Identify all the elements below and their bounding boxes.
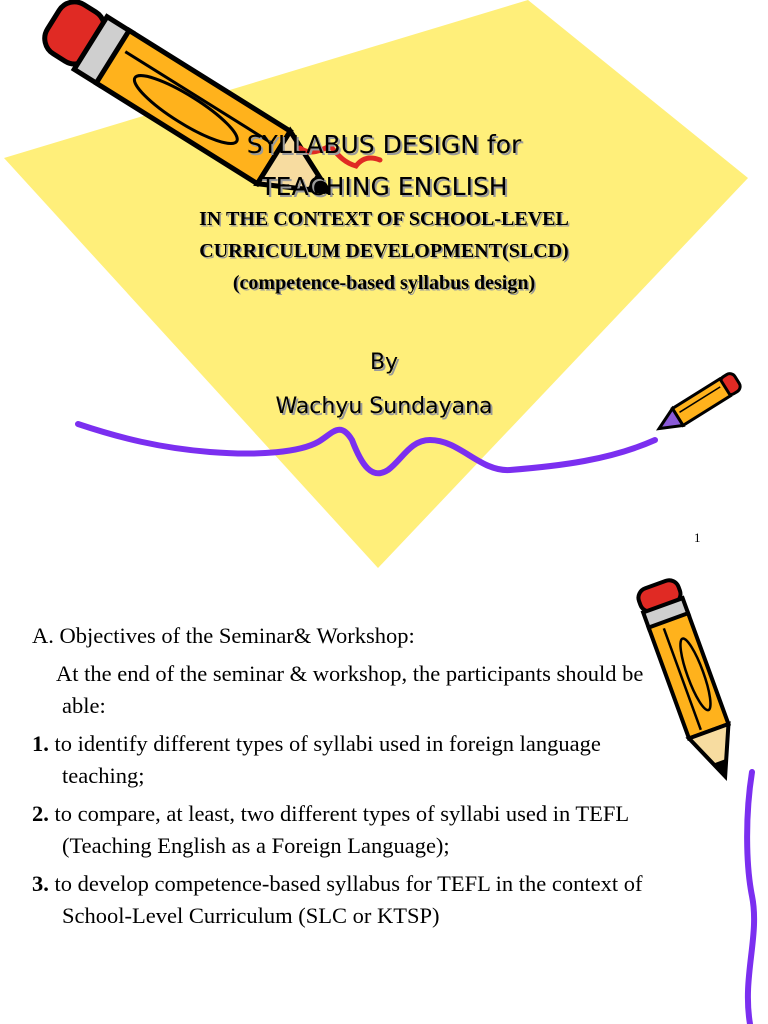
page-number: 1 bbox=[694, 530, 701, 545]
subtitle-line-3: (competence-based syllabus design) bbox=[232, 272, 536, 294]
subtitle-line-2: CURRICULUM DEVELOPMENT(SLCD) bbox=[199, 240, 569, 262]
vertical-pencil-icon bbox=[636, 577, 745, 783]
title-line-1: SYLLABUS DESIGN for bbox=[246, 130, 522, 159]
objective-item: 2. to compare, at least, two different types of syllabi used in TEFL (Teaching English as a Foreign Language); bbox=[32, 801, 629, 858]
objectives-intro: At the end of the seminar & workshop, the participants should be able: bbox=[56, 661, 644, 718]
author-name: Wachyu Sundayana bbox=[275, 394, 493, 419]
objectives-slide bbox=[0, 576, 768, 1024]
objectives-heading: A. Objectives of the Seminar& Workshop: bbox=[32, 623, 415, 648]
objectives-text bbox=[32, 620, 652, 938]
objective-item: 3. to develop competence-based syllabus for TEFL in the context of School-Level Curriculum (SLC or KTSP) bbox=[32, 871, 643, 928]
by-label: By bbox=[369, 350, 399, 375]
title-line-2: TEACHING ENGLISH bbox=[260, 172, 508, 201]
objective-item: 1. to identify different types of syllabi used in foreign language teaching; bbox=[32, 731, 601, 788]
subtitle-line-1: IN THE CONTEXT OF SCHOOL-LEVEL bbox=[199, 208, 569, 230]
purple-wave-line bbox=[747, 772, 754, 1024]
